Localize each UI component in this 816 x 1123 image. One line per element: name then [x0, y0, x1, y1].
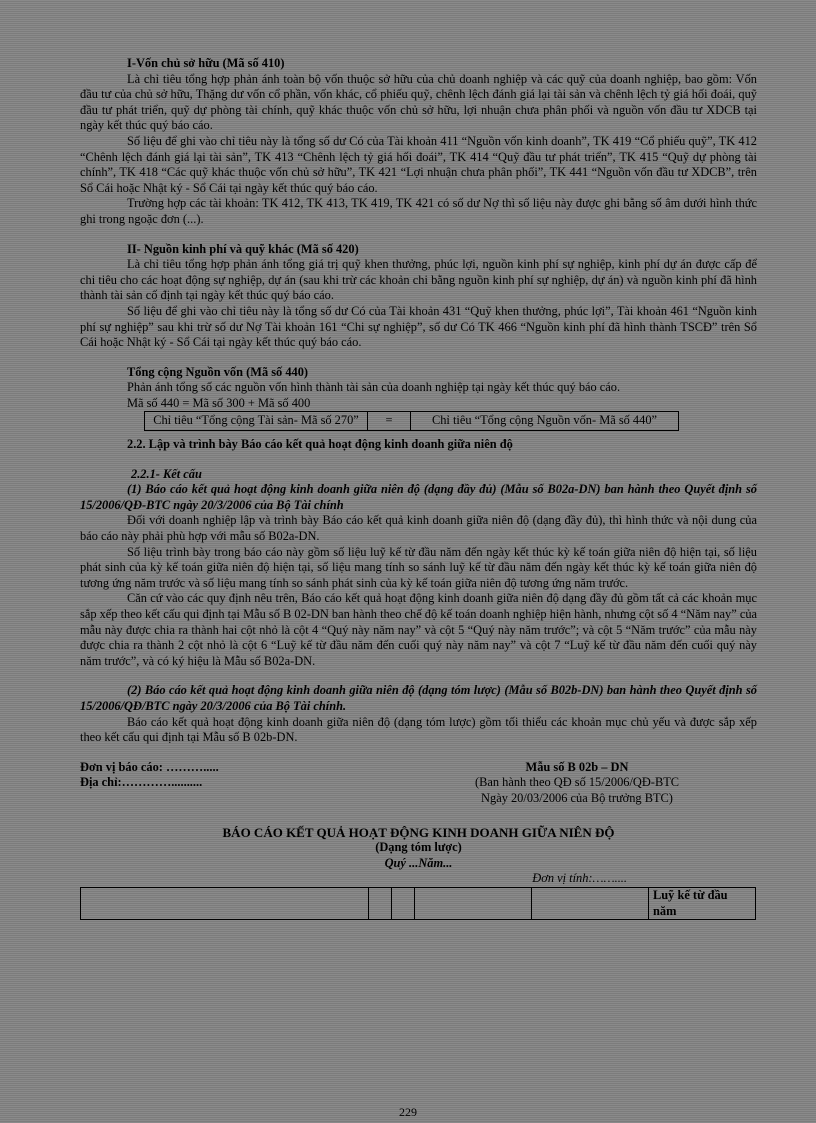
- report-subtitle: (Dạng tóm lược): [375, 840, 462, 855]
- paragraph: Phản ánh tổng số các nguồn vốn hình thành tài sản của doanh nghiệp tại ngày kết thúc quý báo cáo.: [127, 380, 621, 395]
- paragraph: Số liệu để ghi vào chỉ tiêu này là tổng số dư Có của Tài khoản 431 “Quỹ khen thưởng, phúc lợi”, Tài khoản 461 “Nguồn kinh phí sự nghiệp” sau khi trừ số dư Nợ Tài khoản 161 “Chi sự nghiệp”, số dư Có TK 466 “Nguồn kinh phí đã hình thành TSCĐ” trên Sổ Cái hoặc Nhật ký - Sổ Cái tại ngày kết thúc quý báo cáo.: [80, 303, 757, 350]
- equation-table: [144, 411, 679, 431]
- paragraph: Báo cáo kết quả hoạt động kinh doanh giữa niên độ (dạng tóm lược) gồm tối thiểu các khoản mục chủ yếu và được sắp xếp theo kết cấu qui định tại Mẫu số B 02b-DN.: [80, 714, 757, 745]
- section-title-total-capital: Tổng cộng Nguồn vốn (Mã số 440): [127, 364, 309, 379]
- issued-line-2: Ngày 20/03/2006 của Bộ trưởng BTC): [481, 790, 673, 805]
- document-body: [80, 56, 757, 920]
- formula-line: Mã số 440 = Mã số 300 + Mã số 400: [127, 395, 311, 410]
- item-heading-summary-form: (2) Báo cáo kết quả hoạt động kinh doanh giữa niên độ (dạng tóm lược) (Mẫu số B02b-DN) ban hành theo Quyết định số 15/2006/QĐ/BTC ngày 20/3/2006 của Bộ Tài chính.: [80, 683, 757, 713]
- form-header-left: [80, 760, 219, 807]
- table-header-cell: [369, 887, 392, 919]
- address-label: Địa chỉ:…………..........: [80, 775, 203, 790]
- section-title-owner-equity: I-Vốn chủ sở hữu (Mã số 410): [127, 56, 285, 70]
- paragraph: Căn cứ vào các quy định nêu trên, Báo cáo kết quả hoạt động kinh doanh giữa niên độ dạng đầy đủ gồm tất cả các khoản mục sắp xếp theo kết cấu qui định tại Mẫu số B 02-DN ban hành theo chế độ kế toán doanh nghiệp hiện hành, nhưng cột số 4 “Năm nay” của mẫu này được chia ra thành hai cột nhỏ là cột 4 “Quý này năm nay” và cột 5 “Quý này năm trước”; và cột 5 “Năm trước” của mẫu này được chia ra thành 2 cột nhỏ là cột 6 “Luỹ kế từ đầu năm đến cuối quý này năm nay” và cột 7 “Luỹ kế từ đầu năm đến cuối quý này năm trước”, và có ký hiệu là Mẫu số B02a-DN.: [80, 591, 758, 668]
- paragraph: Đối với doanh nghiệp lập và trình bày Báo cáo kết quả kinh doanh giữa niên độ (dạng đầy đủ), thì hình thức và nội dung của báo cáo này phải phù hợp với mẫu số B02a-DN.: [80, 513, 757, 544]
- form-code: Mẫu số B 02b – DN: [525, 759, 629, 774]
- section-title-income-statement: 2.2. Lập và trình bày Báo cáo kết quả hoạt động kinh doanh giữa niên độ: [127, 437, 513, 452]
- equation-left-cell: Chỉ tiêu “Tổng cộng Tài sản- Mã số 270”: [145, 412, 368, 431]
- report-table-header: [80, 887, 756, 920]
- reporting-unit-label: Đơn vị báo cáo: ……….....: [80, 759, 219, 774]
- paragraph: Số liệu để ghi vào chỉ tiêu này là tổng số dư Có của Tài khoản 411 “Nguồn vốn kinh doanh”, TK 419 “Cổ phiếu quỹ”, TK 412 “Chênh lệch đánh giá lại tài sản”, TK 413 “Chênh lệch tỷ giá hối đoái”, TK 414 “Quỹ đầu tư phát triển”, TK 415 “Quỹ dự phòng tài chính”, TK 418 “Các quỹ khác thuộc vốn chủ sở hữu”, TK 421 “Lợi nhuận chưa phân phối”, TK 441 “Nguồn vốn đầu tư XDCB”, trên Sổ Cái hoặc Nhật ký - Sổ Cái tại ngày kết thúc quý báo cáo.: [80, 133, 757, 195]
- table-header-cell: [415, 887, 532, 919]
- equation-right-cell: Chỉ tiêu “Tổng cộng Nguồn vốn- Mã số 440”: [411, 412, 679, 431]
- page-number: 229: [399, 1105, 417, 1119]
- issued-line-1: (Ban hành theo QĐ số 15/2006/QĐ-BTC: [474, 775, 680, 790]
- table-header-cell: [532, 887, 649, 919]
- paragraph: Số liệu trình bày trong báo cáo này gồm số liệu luỹ kế từ đầu năm đến ngày kết thúc kỳ kế toán giữa niên độ hiện tại, số liệu phát sinh của kỳ kế toán giữa niên độ hiện tại, số liệu mang tính so sánh luỹ kế từ đầu năm đến ngày kết thúc kỳ kế toán giữa niên độ tương ứng năm trước và số liệu mang tính so sánh phát sinh của kỳ kế toán giữa niên độ tương ứng năm trước.: [80, 544, 757, 590]
- paragraph: Là chỉ tiêu tổng hợp phản ánh toàn bộ vốn thuộc sở hữu của chủ doanh nghiệp và các quỹ của doanh nghiệp, bao gồm: Vốn đầu tư của chủ sở hữu, Thặng dư vốn cổ phần, vốn khác, cổ phiếu quỹ, chênh lệch đánh giá lại tài sản và chênh lệch tỷ giá hối đoái, quỹ đầu tư phát triển, quỹ dự phòng tài chính, quỹ khác thuộc vốn chủ sở hữu, lợi nhuận chưa phân phối và nguồn vốn đầu tư XDCB tại ngày kết thúc quý báo cáo.: [80, 71, 757, 133]
- currency-unit: Đơn vị tính:……....: [532, 871, 627, 886]
- form-header: [80, 760, 757, 807]
- form-header-right: [427, 760, 727, 807]
- table-header-cell: [392, 887, 415, 919]
- paragraph: Là chỉ tiêu tổng hợp phản ánh tổng giá trị quỹ khen thưởng, phúc lợi, nguồn kinh phí sự nghiệp, kinh phí dự án được cấp để chi tiêu cho các hoạt động sự nghiệp, dự án (sau khi trừ các khoản chi bằng nguồn kinh phí sự nghiệp, dự án) và nguồn kinh phí đã hình thành tài sản cố định tại ngày kết thúc quý báo cáo.: [80, 257, 757, 303]
- paragraph: Trường hợp các tài khoản: TK 412, TK 413, TK 419, TK 421 có số dư Nợ thì số liệu này được ghi bằng số âm dưới hình thức ghi trong ngoặc đơn (...).: [80, 196, 757, 226]
- section-title-funds: II- Nguồn kinh phí và quỹ khác (Mã số 420): [127, 241, 359, 256]
- report-title: BÁO CÁO KẾT QUẢ HOẠT ĐỘNG KINH DOANH GIỮA NIÊN ĐỘ: [222, 824, 615, 840]
- table-header-cumulative: Luỹ kế từ đầu năm: [649, 887, 756, 919]
- subsection-title-structure: 2.2.1- Kết cấu: [131, 466, 202, 481]
- table-header-cell: [81, 887, 369, 919]
- item-heading-full-form: (1) Báo cáo kết quả hoạt động kinh doanh giữa niên độ (dạng đầy đủ) (Mẫu số B02a-DN) ban hành theo Quyết định số 15/2006/QĐ-BTC ngày 20/3/2006 của Bộ Tài chính: [80, 482, 757, 512]
- equation-sign-cell: =: [368, 412, 411, 431]
- report-period: Quý ...Năm...: [384, 855, 453, 870]
